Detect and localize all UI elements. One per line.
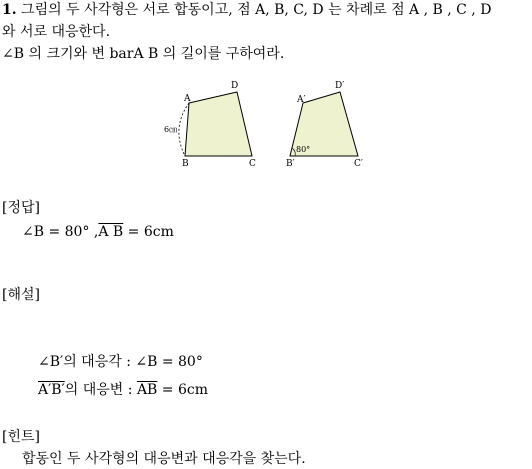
answer-text — [22, 222, 174, 242]
explanation-row-2 — [38, 380, 208, 400]
answer-length: = 6cm — [123, 224, 174, 240]
left-label-d: D — [231, 81, 239, 91]
explanation-row-1: ∠B′의 대응각 : ∠B = 80° — [38, 354, 203, 370]
hint-header: [힌트] — [2, 429, 40, 445]
right-label-b: B′ — [286, 159, 295, 169]
right-label-c: C′ — [354, 159, 363, 169]
explanation-end: = 6cm — [157, 382, 208, 398]
left-side-label: 6㎝ — [164, 125, 178, 134]
right-angle-label: 80° — [296, 145, 311, 154]
answer-header: [정답] — [2, 200, 40, 216]
explanation-header: [해설] — [2, 287, 40, 303]
problem-number: 1. — [2, 2, 17, 18]
left-label-b: B — [182, 159, 189, 169]
left-label-c: C — [249, 159, 256, 169]
explanation-mid: 의 대응변 : — [64, 382, 137, 398]
right-label-d: D′ — [335, 81, 345, 91]
problem-line-1 — [2, 0, 491, 20]
left-label-a: A — [184, 94, 191, 104]
answer-segment: A B — [98, 224, 124, 240]
right-label-a: A′ — [297, 95, 306, 105]
problem-line-3: ∠B 의 크기와 변 barA B 의 길이를 구하여라. — [2, 46, 285, 62]
problem-line-2: 와 서로 대응한다. — [2, 24, 111, 40]
problem-text-1: 그림의 두 사각형은 서로 합동이고, 점 A, B, C, D 는 차례로 점 A , B , C , D — [21, 2, 492, 18]
hint-text: 합동인 두 사각형의 대응변과 대응각을 찾는다. — [22, 451, 306, 467]
explanation-segment: $\overline{AB}$ — [136, 382, 158, 398]
left-quadrilateral — [185, 92, 252, 156]
explanation-segment-prime: A′B′ — [38, 382, 65, 398]
answer-angle: ∠B = 80° , — [22, 224, 99, 240]
congruent-quadrilaterals-figure — [155, 78, 375, 173]
